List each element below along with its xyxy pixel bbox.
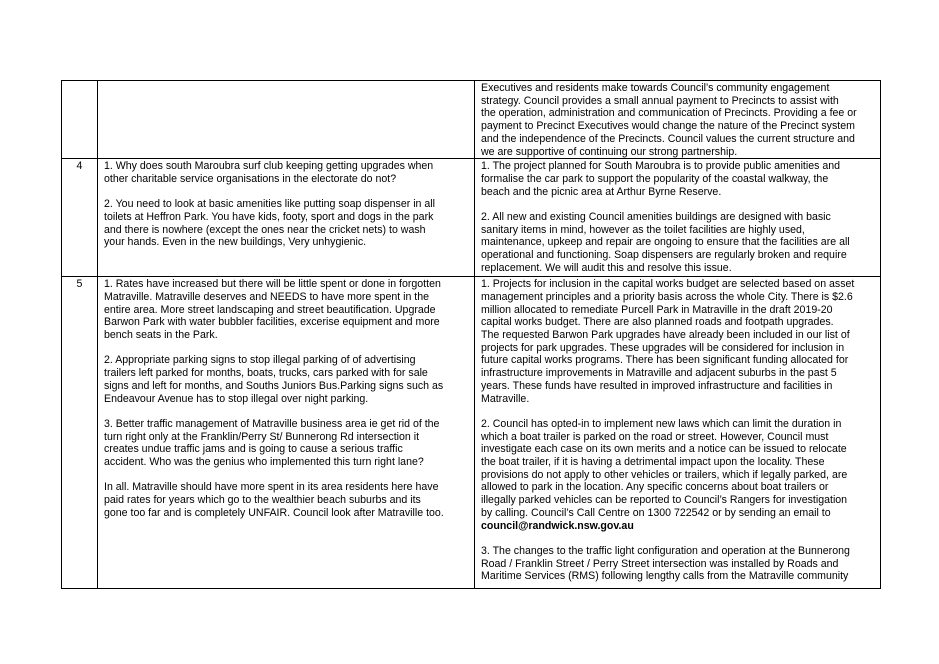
response-cell	[475, 277, 881, 589]
table-row	[62, 81, 881, 159]
response-paragraph: 1. The project planned for South Maroubra is to provide public amenities and formalise the car park to support the popularity of the coastal walkway, the beach and the picnic area at Arthur Byrne Reserve.	[481, 160, 841, 198]
response-cell	[475, 81, 881, 159]
question-paragraph: 2. Appropriate parking signs to stop illegal parking of of advertising trailers left parked for months, boats, trucks, cars parked with for sale signs and left for months, and Souths Juniors Bus.Parking signs such as Endeavour Avenue has to stop illegal over night parking.	[104, 354, 444, 405]
question-paragraph: 1. Why does south Maroubra surf club keeping getting upgrades when other charitable service organisations in the electorate do not?	[104, 160, 434, 185]
question-paragraph: 2. You need to look at basic amenities like putting soap dispenser in all toilets at Heffron Park. You have kids, footy, sport and dogs in the park and there is nowhere (except the ones near the cricket nets) to wash your hands. Even in the new buildings, Very unhygienic.	[104, 198, 435, 249]
response-paragraph: 2. All new and existing Council amenities buildings are designed with basic sanitary items in mind, however as the toilet facilities are highly used, maintenance, upkeep and repair are ongoing to ensure that the facilities are all operational and functioning. Soap dispensers are regularly broken and require replacement. We will audit this and resolve this issue.	[481, 211, 850, 274]
question-cell	[98, 81, 475, 159]
table-row	[62, 159, 881, 277]
question-paragraph: 1. Rates have increased but there will be little spent or done in forgotten Matraville. Matraville deserves and NEEDS to have more spent in the entire area. More street landscaping and street beautification. Upgrade Barwon Park with water bubbler facilities, excerise equipment and more bench seats in the Park.	[104, 278, 441, 342]
council-email-link[interactable]: council@randwick.nsw.gov.au	[481, 519, 634, 532]
response-paragraph: 2. Council has opted-in to implement new laws which can limit the duration in which a boat trailer is parked on the road or street. However, Council must investigate each case on its own merits and a notice can be issued to relocate the boat trailer, if it is having a detrimental impact upon the locality. These provisions do not apply to other vehicles or trailers, which if legally parked, are allowed to park in the location. Any specific concerns about boat trailers or illegally parked vehicles can be reported to Council’s Rangers for investigation by calling. Council’s Call Centre on 1300 722542 or by sending an email to	[481, 417, 848, 519]
question-cell	[98, 277, 475, 589]
response-cell	[475, 159, 881, 277]
table-row	[62, 277, 881, 589]
responses-table	[61, 80, 881, 589]
row-number-cell: 4	[62, 159, 98, 277]
response-paragraph: 3. The changes to the traffic light configuration and operation at the Bunnerong Road / Franklin Street / Perry Street intersection was installed by Roads and Maritime Services (RMS) following lengthy calls from the Matraville community	[481, 544, 850, 583]
question-cell	[98, 159, 475, 277]
question-paragraph: 3. Better traffic management of Matraville business area ie get rid of the turn right only at the Franklin/Perry St/ Bunnerong Rd intersection it creates undue traffic jams and is going to cause a serious traffic accident. Who was the genius who implemented this turn right lane?	[104, 417, 440, 469]
question-paragraph: In all. Matraville should have more spent in its area residents here have paid rates for years which go to the wealthier beach suburbs and its gone too far and is completely UNFAIR. Council look after Matraville too.	[104, 481, 444, 519]
row-number-cell: 5	[62, 277, 98, 589]
response-paragraph: Executives and residents make towards Council’s community engagement strategy. Council provides a small annual payment to Precincts to assist with the operation, administration and communication of Precincts. Providing a fee or payment to Precinct Executives would change the nature of the Precinct system and the independence of the Precincts. Council values the current structure and we are supportive of continuing our strong partnership.	[481, 82, 857, 158]
response-paragraph: 1. Projects for inclusion in the capital works budget are selected based on asset management principles and a priority basis across the whole City. There is $2.6 million allocated to remediate Purcell Park in Matraville in the draft 2019-20 capital works budget. There are also planned roads and footpath upgrades. The requested Barwon Park upgrades have already been included in our list of projects for park upgrades. These upgrades will be considered for inclusion in future capital works programs. There has been significant funding allocated for infrastructure improvements in Matraville and adjacent suburbs in the past 5 years. These funds have resulted in improved infrastructure and facilities in Matraville.	[481, 278, 855, 405]
row-number-cell	[62, 81, 98, 159]
